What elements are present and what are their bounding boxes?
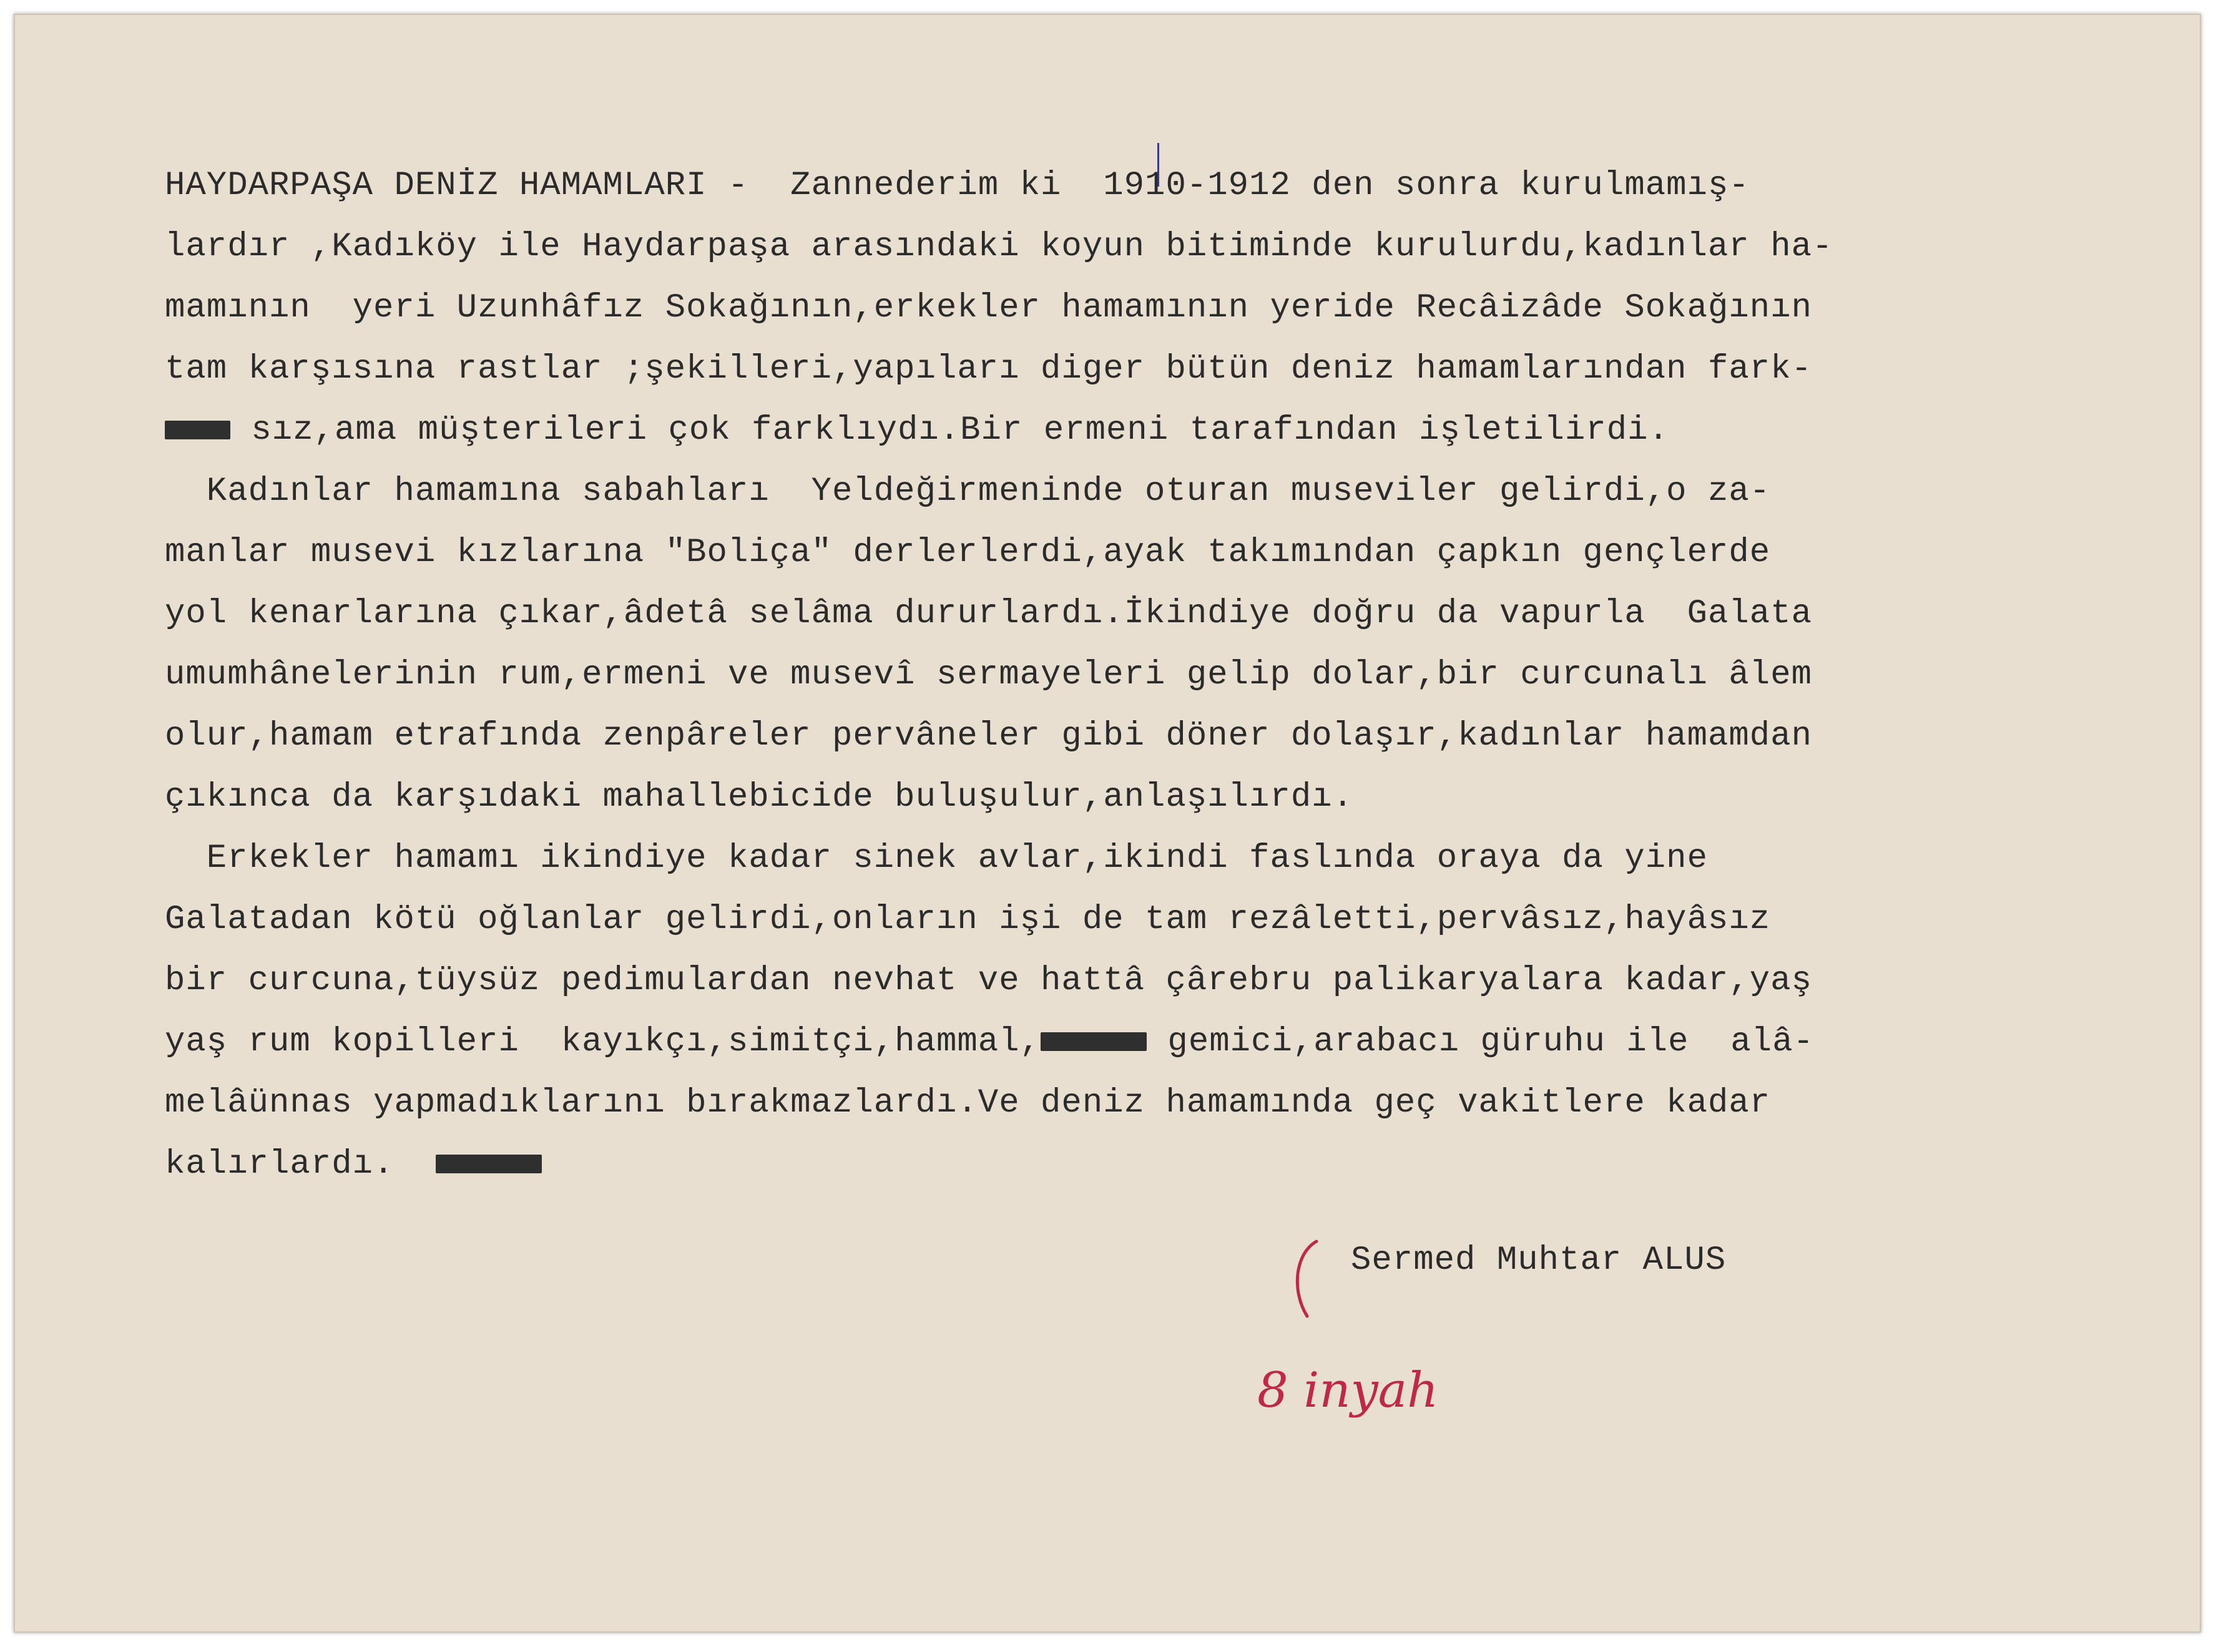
text-line-3: mamının yeri Uzunhâfız Sokağının,erkekler hamamının yeride Recâizâde Sokağının [165, 289, 1813, 327]
text-line-9: umumhânelerinin rum,ermeni ve musevî sermayeleri gelip dolar,bir curcunalı âlem [165, 656, 1813, 694]
text-line-10: olur,hamam etrafında zenpâreler pervâneler gibi döner dolaşır,kadınlar hamamdan [165, 717, 1813, 755]
text-line-14: bir curcuna,tüysüz pedimulardan nevhat ve hattâ çârebru palikaryalara kadar,yaş [165, 962, 1813, 1000]
text-line-12: Erkekler hamamı ikindiye kadar sinek avlar,ikindi faslında oraya da yine [165, 839, 1708, 877]
text-line-2: lardır ,Kadıköy ile Haydarpaşa arasındaki koyun bitiminde kurulurdu,kadınlar ha- [165, 228, 1833, 266]
text-line-17 [165, 1134, 2162, 1195]
text-line-11: çıkınca da karşıdaki mahallebicide buluşulur,anlaşılırdı. [165, 778, 1354, 816]
text-line-1: HAYDARPAŞA DENİZ HAMAMLARI - Zannederim ki 1910-1912 den sonra kurulmamış- [165, 167, 1750, 205]
text-line-8: yol kenarlarına çıkar,âdetâ selâma dururlardı.İkindiye doğru da vapurla Galata [165, 595, 1813, 633]
text-line-7: manlar musevi kızlarına "Boliça" derlerlerdi,ayak takımından çapkın gençlerde [165, 534, 1771, 572]
red-pen-bracket [1282, 1235, 1326, 1322]
struck-out-date [436, 1155, 542, 1173]
text-line-17-content: kalırlardı. [165, 1145, 395, 1183]
text-line-16: melâünnas yapmadıklarını bırakmazlardı.Ve deniz hamamında geç vakitlere kadar [165, 1084, 1771, 1122]
text-line-13: Galatadan kötü oğlanlar gelirdi,onların işi de tam rezâletti,pervâsız,hayâsız [165, 901, 1771, 939]
signature: Sermed Muhtar ALUS [1351, 1241, 1727, 1279]
text-line-4: tam karşısına rastlar ;şekilleri,yapıları diger bütün deniz hamamlarından fark- [165, 350, 1813, 388]
text-line-15-head: yaş rum kopilleri kayıkçı,simitçi,hammal, [165, 1023, 1041, 1061]
text-line-6: Kadınlar hamamına sabahları Yeldeğirmeninde oturan museviler gelirdi,o za- [165, 472, 1771, 511]
document-sheet [14, 14, 2201, 1633]
typed-text-body [165, 155, 2162, 1195]
text-line-15 [165, 1012, 2162, 1073]
struck-out-text [1041, 1032, 1147, 1051]
text-line-5 [165, 400, 2162, 461]
text-line-15-tail: gemici,arabacı güruhu ile alâ- [1147, 1023, 1814, 1061]
text-line-5-content: sız,ama müşterileri çok farklıydı.Bir ermeni tarafından işletilirdi. [251, 411, 1669, 449]
red-handwritten-note [1257, 1351, 1457, 1432]
struck-out-text [165, 421, 230, 439]
red-note-text: 8 inyah [1257, 1362, 1439, 1419]
